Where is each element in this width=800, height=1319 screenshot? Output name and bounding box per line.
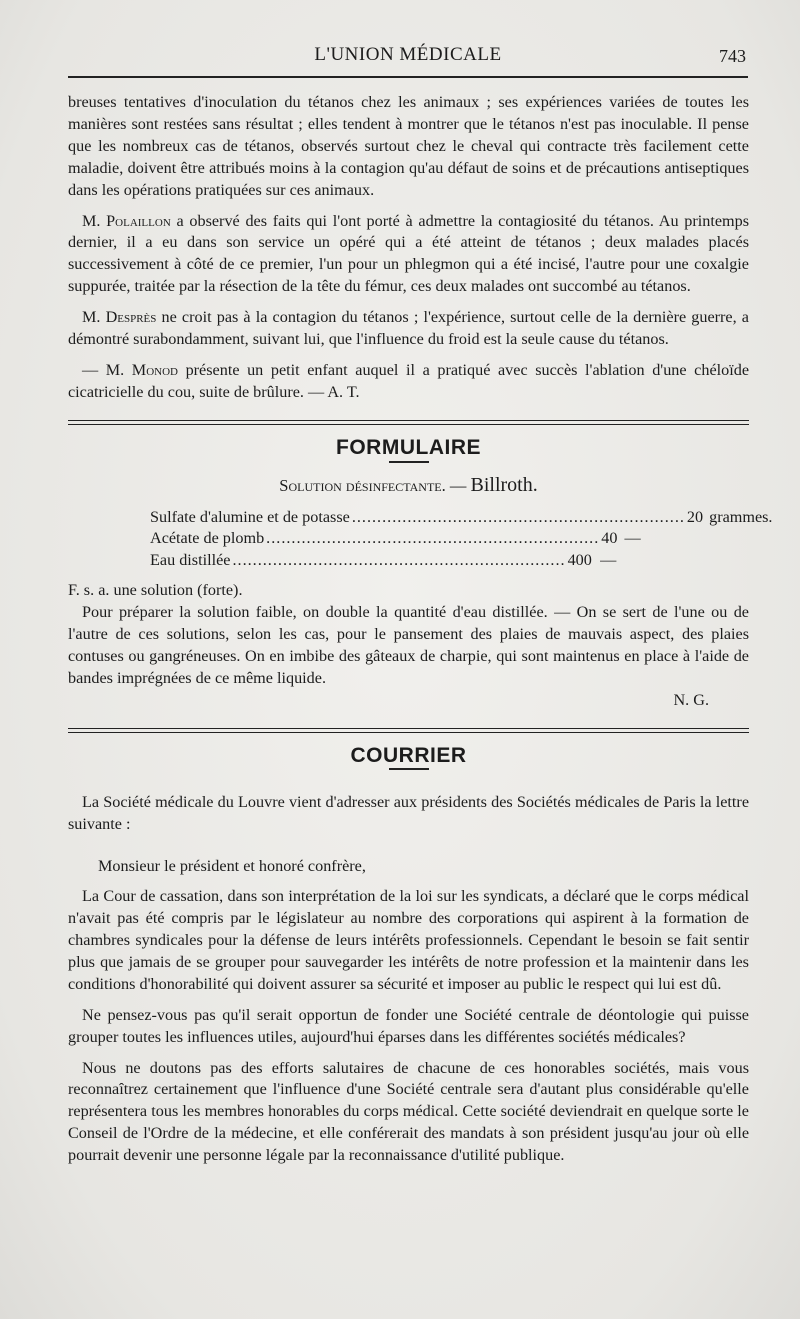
- running-title: L'UNION MÉDICALE: [314, 44, 502, 65]
- intro-paragraph: breuses tentatives d'inoculation du tétanos chez les animaux ; ses expériences variées de toutes les manières sont restées sans résultat ; elles tendent à montrer que le tétanos n'est pas inoculable. Il pense que les nombreux cas de tétanos, observés surtout chez le cheval qui contracte très facilement cette maladie, doivent être attribués moins à la contagion qu'au défaut de soins et de précautions antiseptiques dans les opérations pratiquées sur ces animaux.: [68, 93, 749, 199]
- ingredient-qty: 20: [686, 507, 704, 526]
- ingredient-name: Eau distillée: [150, 550, 231, 569]
- formula-signature: N. G.: [673, 690, 709, 709]
- section-divider: [68, 728, 749, 733]
- heading-underline: [389, 768, 429, 770]
- speaker-name: M. Polaillon: [82, 211, 171, 230]
- leader-dots: ..................................................................: [351, 507, 685, 526]
- ingredient-qty: 40: [601, 529, 618, 548]
- section-divider: [68, 420, 749, 425]
- formula-subtitle: [68, 475, 749, 497]
- prescription-line: F. s. a. une solution (forte).: [68, 581, 243, 600]
- ingredient-name: Sulfate d'alumine et de potasse: [150, 507, 350, 526]
- formula-author: Billroth.: [470, 473, 538, 496]
- leader-dots: ..................................................................: [232, 550, 566, 569]
- discussion-polaillon: [68, 211, 749, 299]
- letter-paragraph: Ne pensez-vous pas qu'il serait opportun de fonder une Société centrale de déontologie qui puisse grouper toutes les influences utiles, aujourd'hui éparses dans les différentes sociétés médicales?: [68, 1005, 749, 1046]
- discussion-monod: [68, 360, 749, 404]
- discussion-text: présente un petit enfant auquel il a pratiqué avec succès l'ablation d'une chéloïde cicatricielle du cou, suite de brûlure. — A. T.: [68, 360, 749, 401]
- page-header: [68, 44, 748, 72]
- page-number: 743: [719, 46, 746, 66]
- discussion-text: ne croit pas à la contagion du tétanos ; l'expérience, surtout celle de la dernière guerre, a démontré surabondamment, suivant lui, que l'influence du froid est la seule cause du tétanos.: [68, 308, 749, 349]
- discussion-despres: [68, 307, 749, 351]
- ingredient-list: [150, 507, 773, 572]
- ingredient-qty: 400: [567, 550, 592, 569]
- formula-instructions: Pour préparer la solution faible, on double la quantité d'eau distillée. — On se sert de l'une ou de l'autre de ces solutions, selon les cas, pour le pansement des plaies de mauvais aspect, des plaies contuses ou gangréneuses. On en imbibe des gâteaux de charpie, qui sont maintenus en place à l'aide de bandes imprégnées de ce même liquide.: [68, 603, 749, 687]
- ingredient-row: [150, 507, 773, 529]
- ingredient-unit: —: [600, 550, 617, 569]
- ingredient-name: Acétate de plomb: [150, 529, 265, 548]
- speaker-name: M. Desprès: [82, 308, 157, 327]
- ingredient-row: [150, 550, 670, 572]
- ingredient-row: [150, 528, 670, 550]
- speaker-name: M. Monod: [105, 360, 178, 379]
- courrier-heading: COURRIER: [350, 743, 467, 767]
- header-rule: [68, 76, 748, 78]
- letter-paragraph: Nous ne doutons pas des efforts salutaires de chacune de ces honorables sociétés, mais vous reconnaîtrez certainement que l'influence d'une Société centrale sera d'autant plus considérable qu'elle représentera tous les membres honorables du corps médical. Cette société deviendrait en quelque sorte le Conseil de l'Ordre de la médecine, et elle conférerait des mandats à son président jusqu'au jour où elle pourrait devenir une personne légale par la reconnaissance d'utilité publique.: [68, 1058, 749, 1165]
- leader-dots: ..................................................................: [266, 529, 600, 548]
- courrier-intro: La Société médicale du Louvre vient d'adresser aux présidents des Sociétés médicales de Paris la lettre suivante :: [68, 793, 749, 834]
- letter-salutation: Monsieur le président et honoré confrère,: [98, 857, 366, 876]
- page-body: [68, 92, 773, 1167]
- discussion-text: a observé des faits qui l'ont porté à admettre la contagiosité du tétanos. Au printemps dernier, il a eu dans son service un opéré qui a été atteint de tétanos ; deux malades placés successivement à côté de ce premier, l'un pour un phlegmon qui a été incisé, l'autre pour une coxalgie suppurée, traitée par la résection de la tête du fémur, ces deux malades ont succombé au tétanos.: [68, 211, 749, 296]
- formula-name: Solution désinfectante.: [279, 475, 446, 495]
- formula-separator: —: [445, 475, 471, 495]
- ingredient-unit: —: [624, 529, 641, 548]
- formulaire-heading: FORMULAIRE: [336, 435, 481, 459]
- letter-paragraph: La Cour de cassation, dans son interprétation de la loi sur les syndicats, a déclaré que le corps médical n'avait pas été compris par le législateur au nombre des corporations qui aspirent à la formation de chambres syndicales pour la défense de leurs intérêts professionnels. Cependant le besoin se fait sentir plus que jamais de se grouper pour sauvegarder les intérêts de notre profession et la maintenir dans les conditions d'honorabilité qui doivent assurer sa sécurité et imposer au public le respect qui lui est dû.: [68, 887, 749, 993]
- heading-underline: [389, 461, 429, 463]
- discussion-prefix: —: [82, 360, 106, 379]
- ingredient-unit: grammes.: [709, 507, 773, 526]
